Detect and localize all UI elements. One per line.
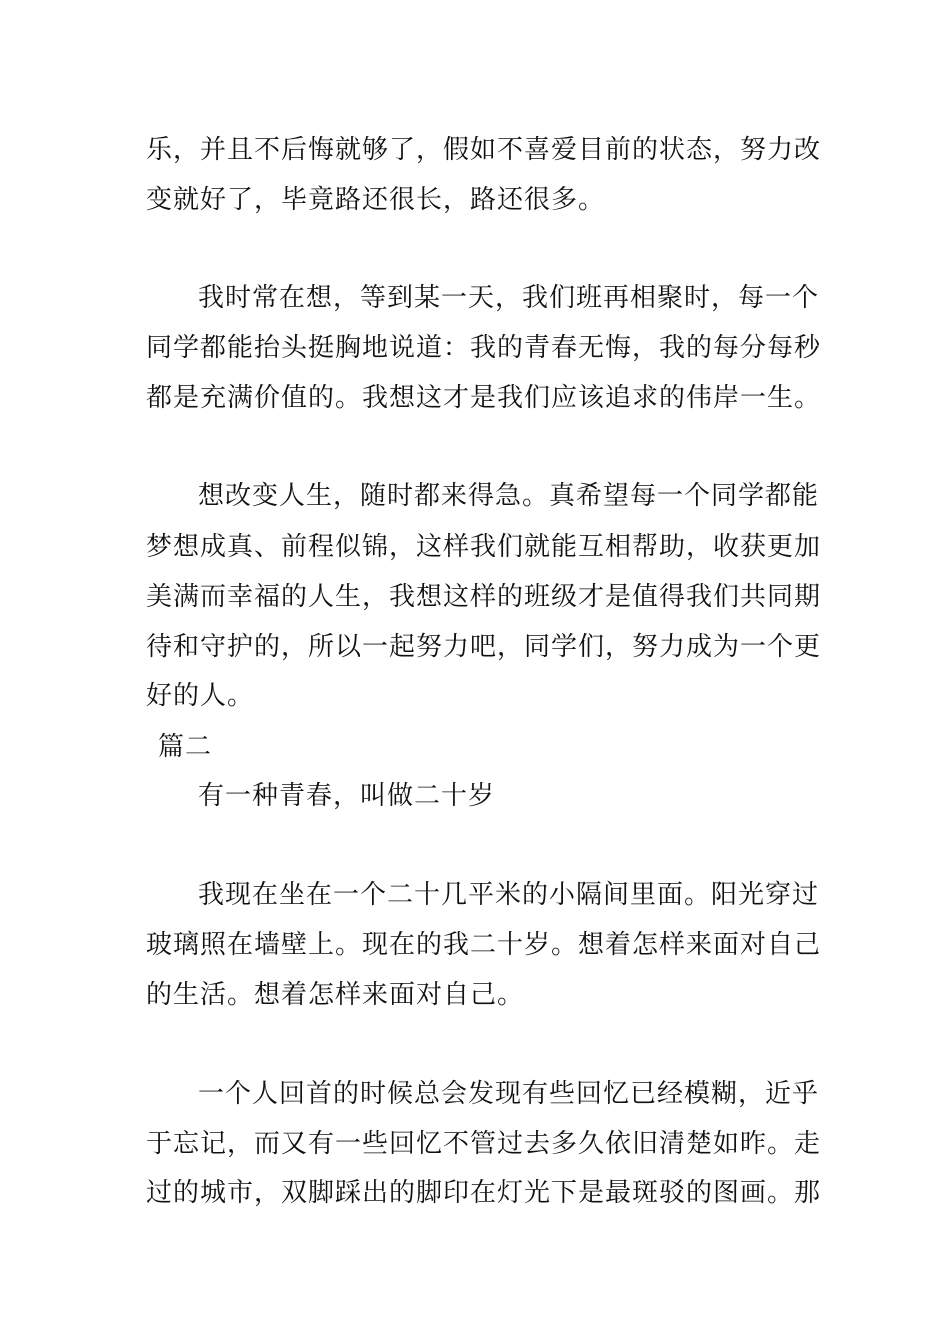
paragraph-1-line-1: 乐，并且不后悔就够了，假如不喜爱目前的状态，努力改	[146, 135, 822, 165]
paragraph-3-line-5: 好的人。	[146, 681, 255, 711]
paragraph-3-line-2: 梦想成真、前程似锦，这样我们就能互相帮助，收获更加	[146, 532, 822, 562]
section-paragraph-2-line-2: 于忘记，而又有一些回忆不管过去多久依旧清楚如昨。走	[146, 1129, 822, 1159]
paragraph-3-line-1: 想改变人生，随时都来得急。真希望每一个同学都能	[198, 481, 820, 511]
section-paragraph-1-line-1: 我现在坐在一个二十几平米的小隔间里面。阳光穿过	[198, 880, 820, 910]
section-title: 有一种青春，叫做二十岁	[198, 781, 496, 811]
section-paragraph-2-line-1: 一个人回首的时候总会发现有些回忆已经模糊，近乎	[198, 1079, 820, 1109]
paragraph-3-line-4: 待和守护的，所以一起努力吧，同学们，努力成为一个更	[146, 632, 822, 662]
paragraph-2-line-2: 同学都能抬头挺胸地说道：我的青春无悔，我的每分每秒	[146, 333, 822, 363]
paragraph-1-line-2: 变就好了，毕竟路还很长，路还很多。	[146, 185, 606, 215]
paragraph-3-line-3: 美满而幸福的人生，我想这样的班级才是值得我们共同期	[146, 582, 822, 612]
section-paragraph-1-line-3: 的生活。想着怎样来面对自己。	[146, 980, 525, 1010]
paragraph-2-line-1: 我时常在想，等到某一天，我们班再相聚时，每一个	[198, 283, 820, 313]
section-heading: 篇二	[158, 732, 213, 762]
paragraph-2-line-3: 都是充满价值的。我想这才是我们应该追求的伟岸一生。	[146, 383, 822, 413]
section-paragraph-1-line-2: 玻璃照在墙壁上。现在的我二十岁。想着怎样来面对自己	[146, 930, 822, 960]
section-paragraph-2-line-3: 过的城市，双脚踩出的脚印在灯光下是最斑驳的图画。那	[146, 1178, 822, 1208]
